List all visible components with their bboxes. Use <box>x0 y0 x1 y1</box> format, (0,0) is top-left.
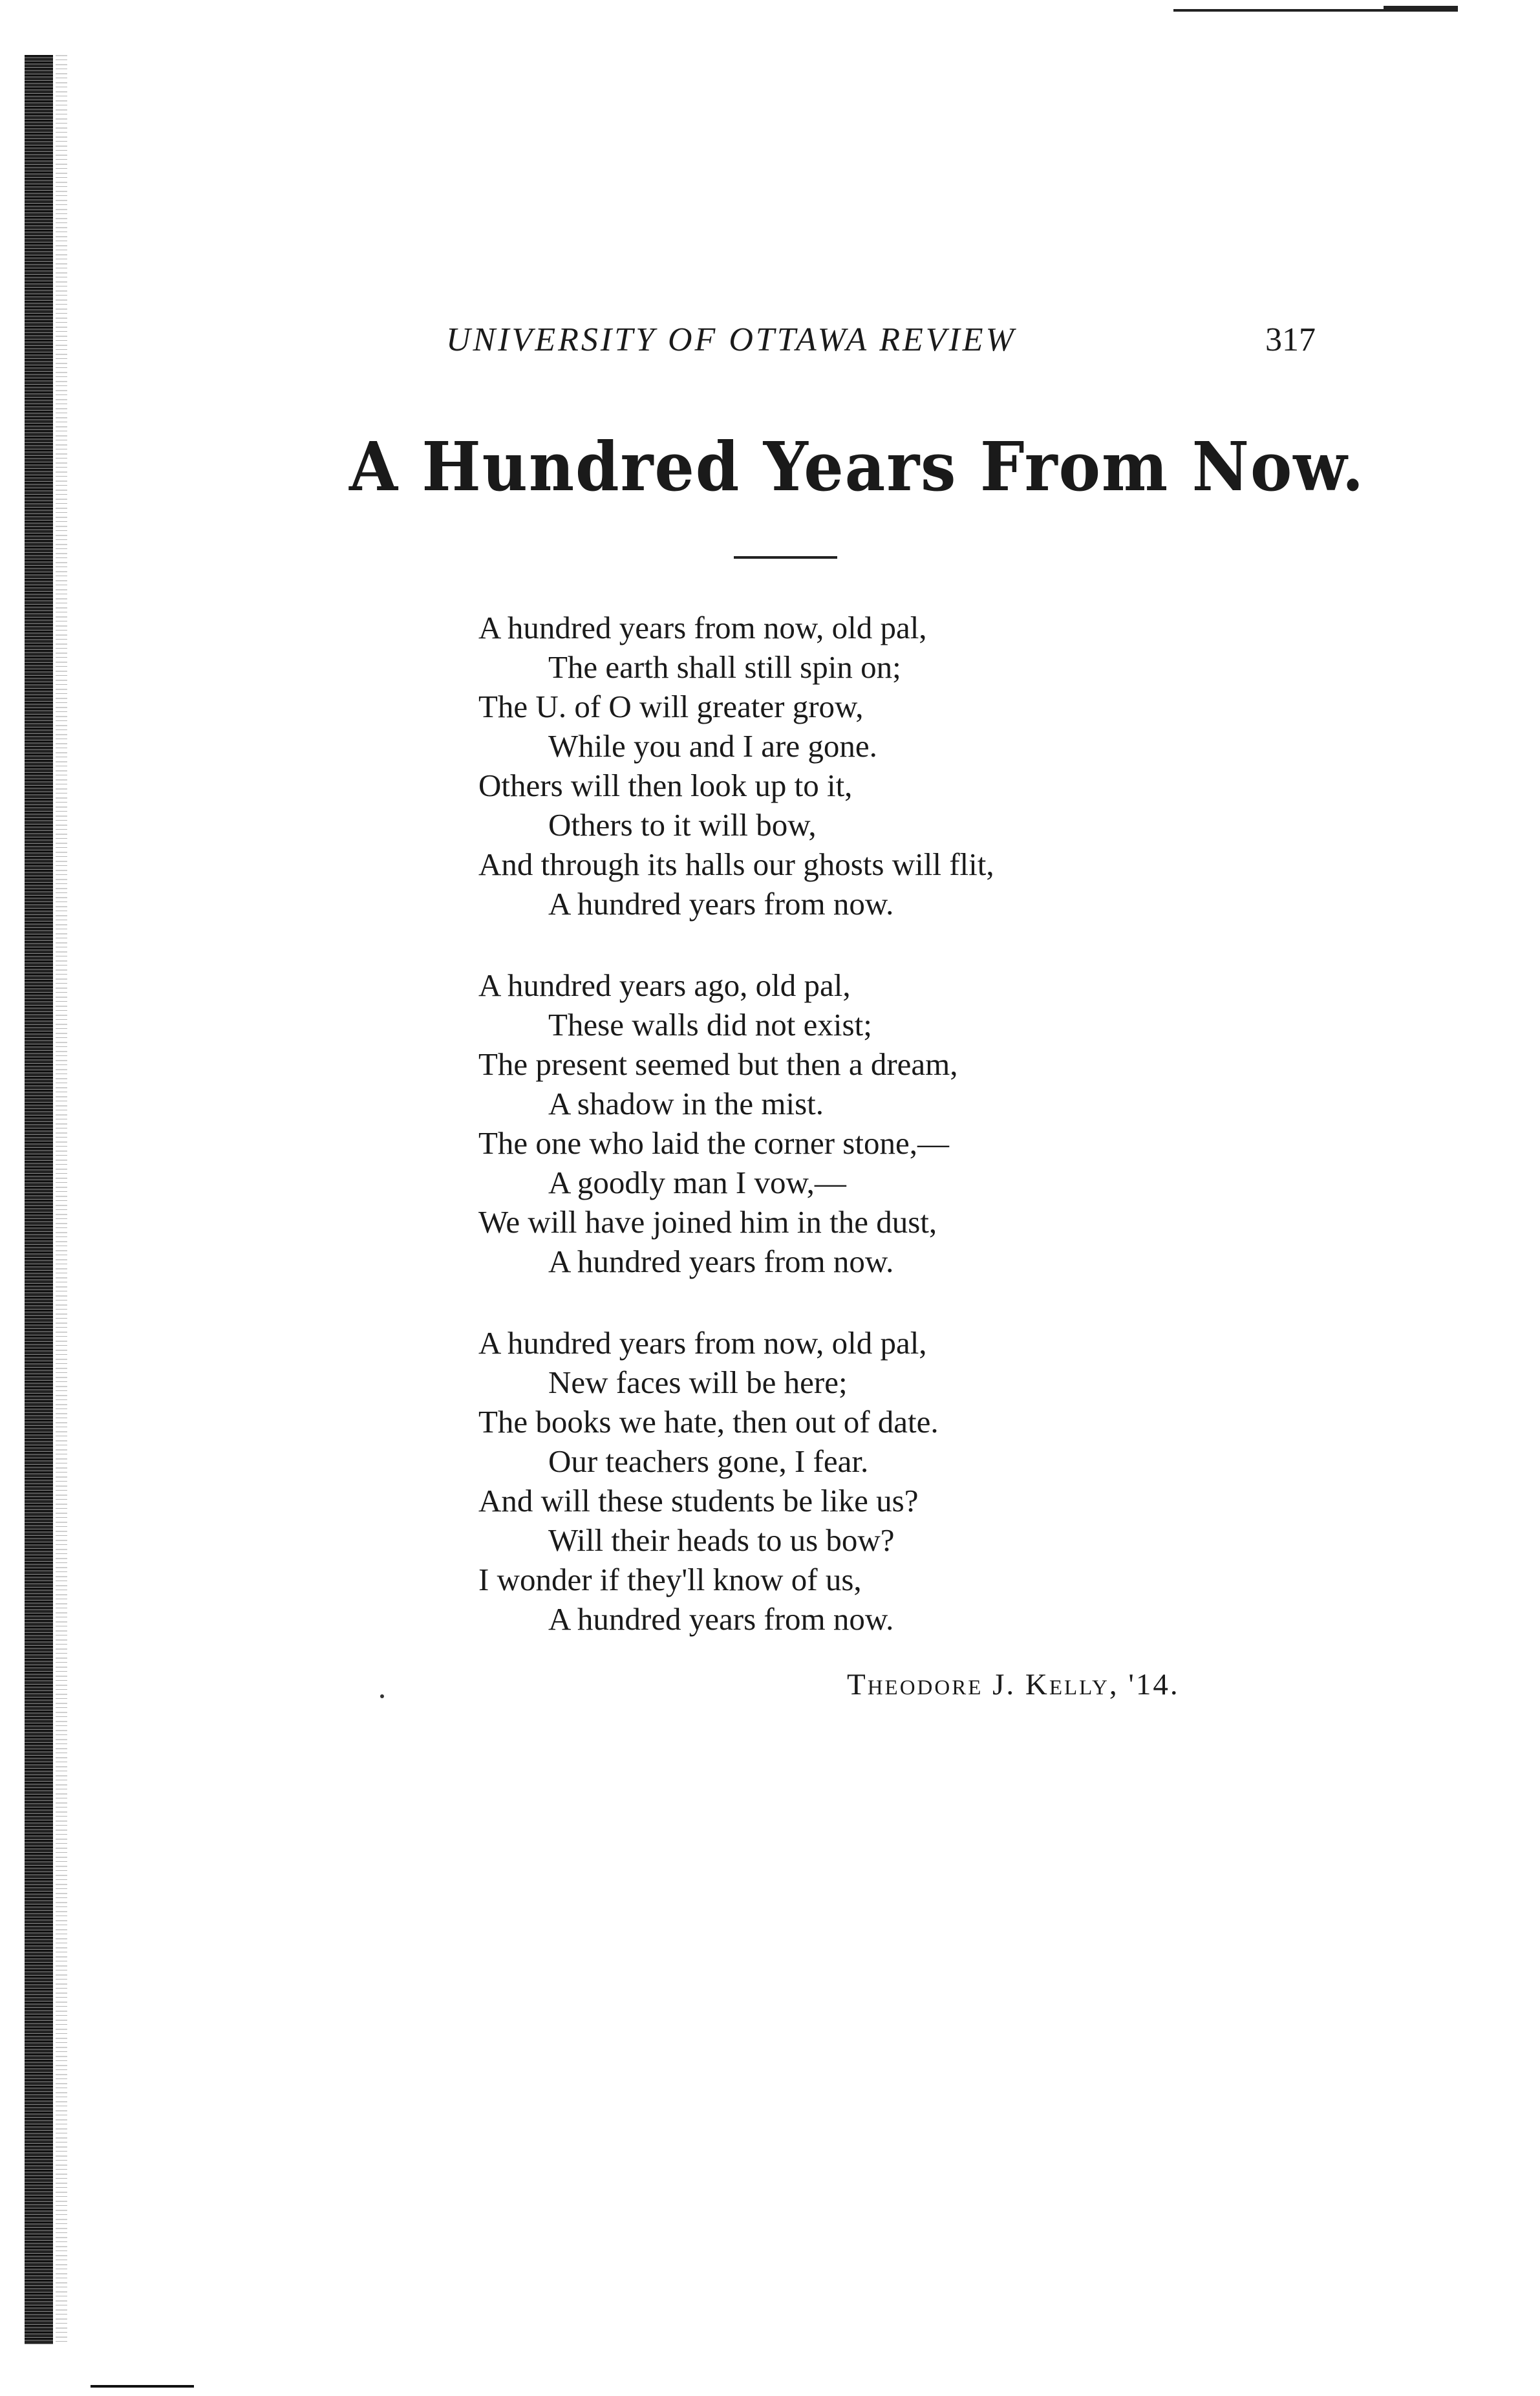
poem-line: Will their heads to us bow? <box>548 1522 895 1558</box>
page-binding-shadow <box>56 55 67 2344</box>
poem-line: These walls did not exist; <box>548 1007 872 1042</box>
stanza-3 <box>478 1323 1319 1639</box>
poem-line: The one who laid the corner stone,— <box>478 1125 949 1161</box>
page-number: 317 <box>1265 321 1316 358</box>
binding-foot-rule <box>91 2385 194 2388</box>
poem-line: I wonder if they'll know of us, <box>478 1562 862 1597</box>
stanza-1 <box>478 608 1319 923</box>
poem-line: The present seemed but then a dream, <box>478 1046 958 1082</box>
poem-line: Others to it will bow, <box>548 807 817 843</box>
title-divider <box>734 556 837 559</box>
top-edge-rule-thick <box>1384 6 1458 12</box>
poem-line: A hundred years from now, old pal, <box>478 610 927 645</box>
poem-line: And through its halls our ghosts will flit, <box>478 847 994 882</box>
poem-line: New faces will be here; <box>548 1365 848 1400</box>
poem-body <box>478 608 1319 1681</box>
poem-line: A goodly man I vow,— <box>548 1165 846 1200</box>
poem-line: The U. of O will greater grow, <box>478 689 864 724</box>
author-signature: Theodore J. Kelly, '14. <box>847 1668 1180 1701</box>
poem-line: A hundred years from now. <box>548 886 894 922</box>
poem-title: A Hundred Years From Now. <box>349 427 1365 506</box>
stanza-2 <box>478 966 1319 1281</box>
poem-line: The earth shall still spin on; <box>548 649 901 685</box>
poem-line: Our teachers gone, I fear. <box>548 1443 869 1479</box>
poem-line: A shadow in the mist. <box>548 1086 824 1121</box>
running-header <box>446 321 1316 366</box>
poem-line: A hundred years from now, old pal, <box>478 1325 927 1361</box>
poem-line: A hundred years from now. <box>548 1601 894 1637</box>
journal-title: UNIVERSITY OF OTTAWA REVIEW <box>446 321 1016 358</box>
poem-line: And will these students be like us? <box>478 1483 919 1518</box>
print-speck <box>380 1694 384 1698</box>
poem-line: The books we hate, then out of date. <box>478 1404 939 1440</box>
poem-line: While you and I are gone. <box>548 728 877 764</box>
poem-line: A hundred years ago, old pal, <box>478 967 851 1003</box>
page-binding-edge <box>25 55 53 2344</box>
poem-line: We will have joined him in the dust, <box>478 1204 937 1240</box>
poem-line: Others will then look up to it, <box>478 768 853 803</box>
poem-line: A hundred years from now. <box>548 1244 894 1279</box>
